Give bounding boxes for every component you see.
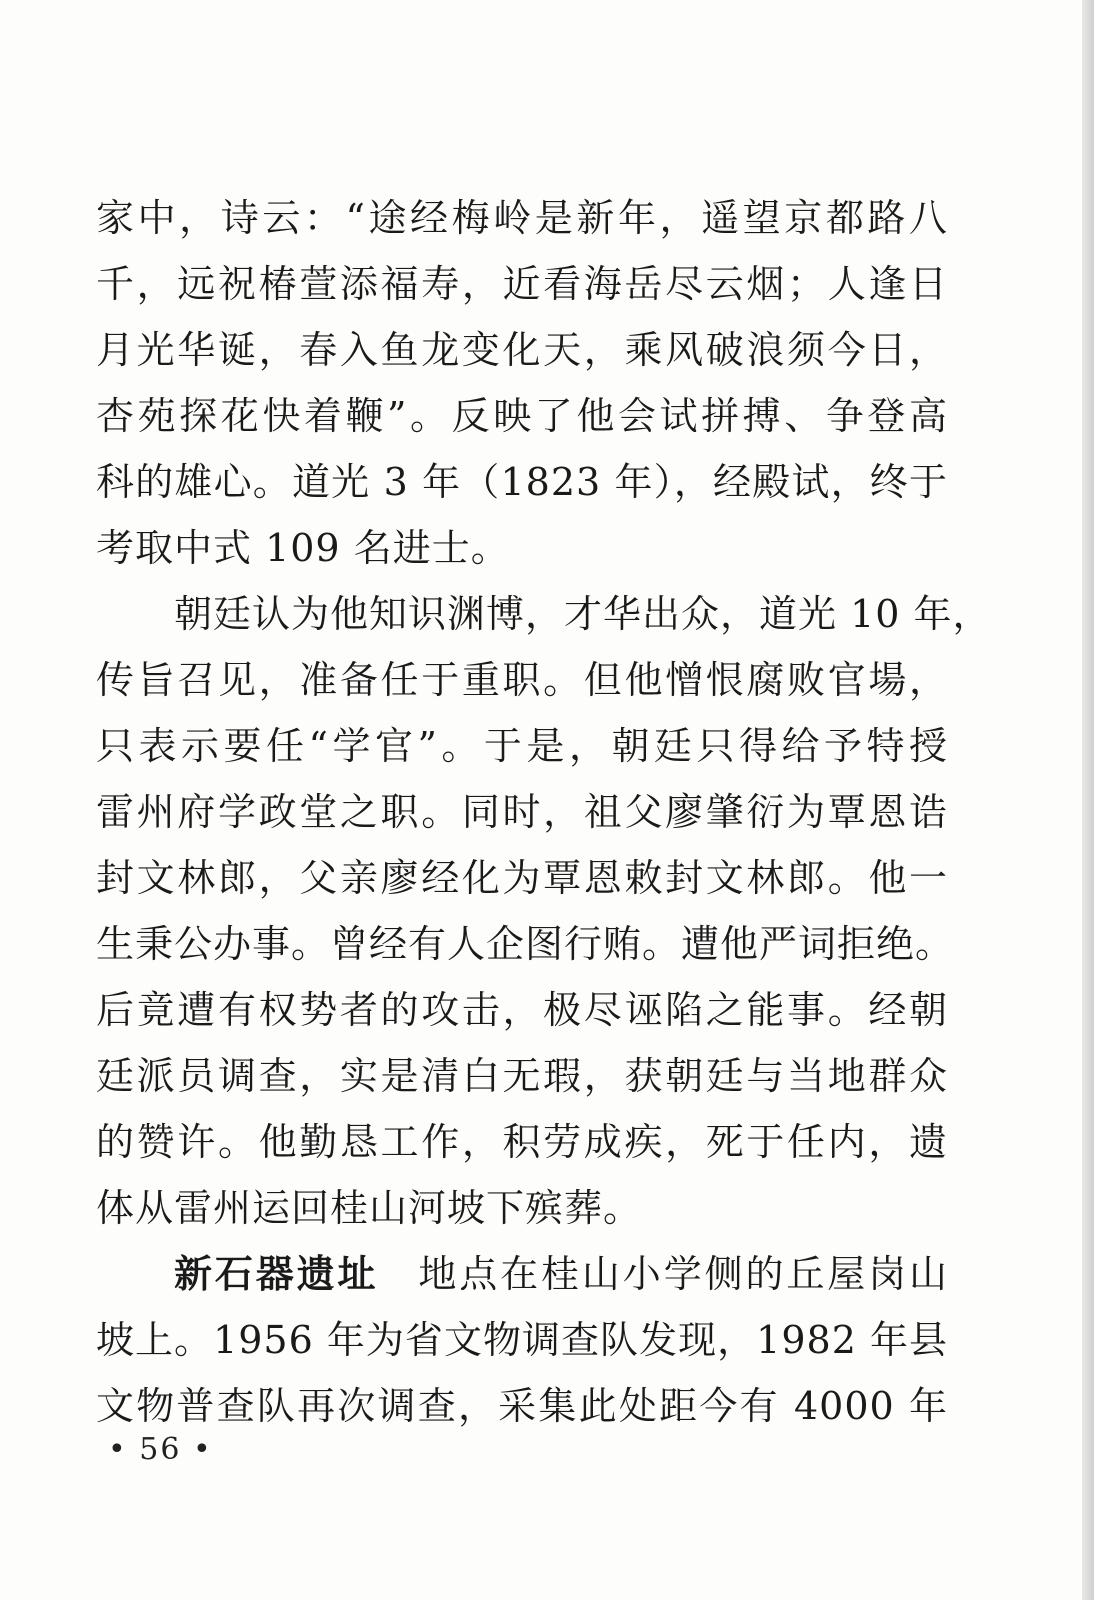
text-line: 雷州府学政堂之职。同时，祖父廖肇衍为覃恩诰 — [96, 790, 948, 834]
text-line: 文物普查队再次调查，采集此处距今有 4000 年 — [96, 1384, 948, 1428]
text-line: 科的雄心。道光 3 年（1823 年），经殿试，终于 — [96, 460, 948, 504]
text-line: 后竟遭有权势者的攻击，极尽诬陷之能事。经朝 — [96, 988, 948, 1032]
text-line: 杏苑探花快着鞭”。反映了他会试拼搏、争登高 — [96, 394, 948, 438]
section-term: 新石器遗址 — [174, 1252, 379, 1296]
section-line — [96, 1241, 948, 1307]
text-line: 朝廷认为他知识渊博，才华出众，道光 10 年， — [174, 592, 992, 636]
page-number: • 56 • — [108, 1432, 213, 1467]
text-line: 家中，诗云：“途经梅岭是新年，遥望京都路八 — [96, 196, 948, 240]
text-line: 封文林郎，父亲廖经化为覃恩敕封文林郎。他一 — [96, 856, 948, 900]
text-line: 的赞许。他勤恳工作，积劳成疾，死于任内，遗 — [96, 1120, 948, 1164]
section-text: 地点在桂山小学侧的丘屋岗山 — [418, 1252, 948, 1296]
text-line: 月光华诞，春入鱼龙变化天，乘风破浪须今日， — [96, 328, 948, 372]
text-line: 传旨召见，准备任于重职。但他憎恨腐败官場， — [96, 658, 948, 702]
text-line: 千，远祝椿萱添福寿，近看海岳尽云烟；人逢日 — [96, 262, 948, 306]
body-text — [96, 185, 992, 1439]
text-line: 生秉公办事。曾经有人企图行贿。遭他严词拒绝。 — [96, 922, 955, 966]
page-edge — [1082, 0, 1094, 1600]
text-line: 坡上。1956 年为省文物调查队发现，1982 年县 — [96, 1318, 948, 1362]
text-line: 廷派员调查，实是清白无瑕，获朝廷与当地群众 — [96, 1054, 948, 1098]
text-line: 体从雷州运回桂山河坡下殡葬。 — [96, 1186, 643, 1230]
text-line: 考取中式 109 名进士。 — [96, 526, 510, 570]
text-line: 只表示要任“学官”。于是，朝廷只得给予特授 — [96, 724, 948, 768]
